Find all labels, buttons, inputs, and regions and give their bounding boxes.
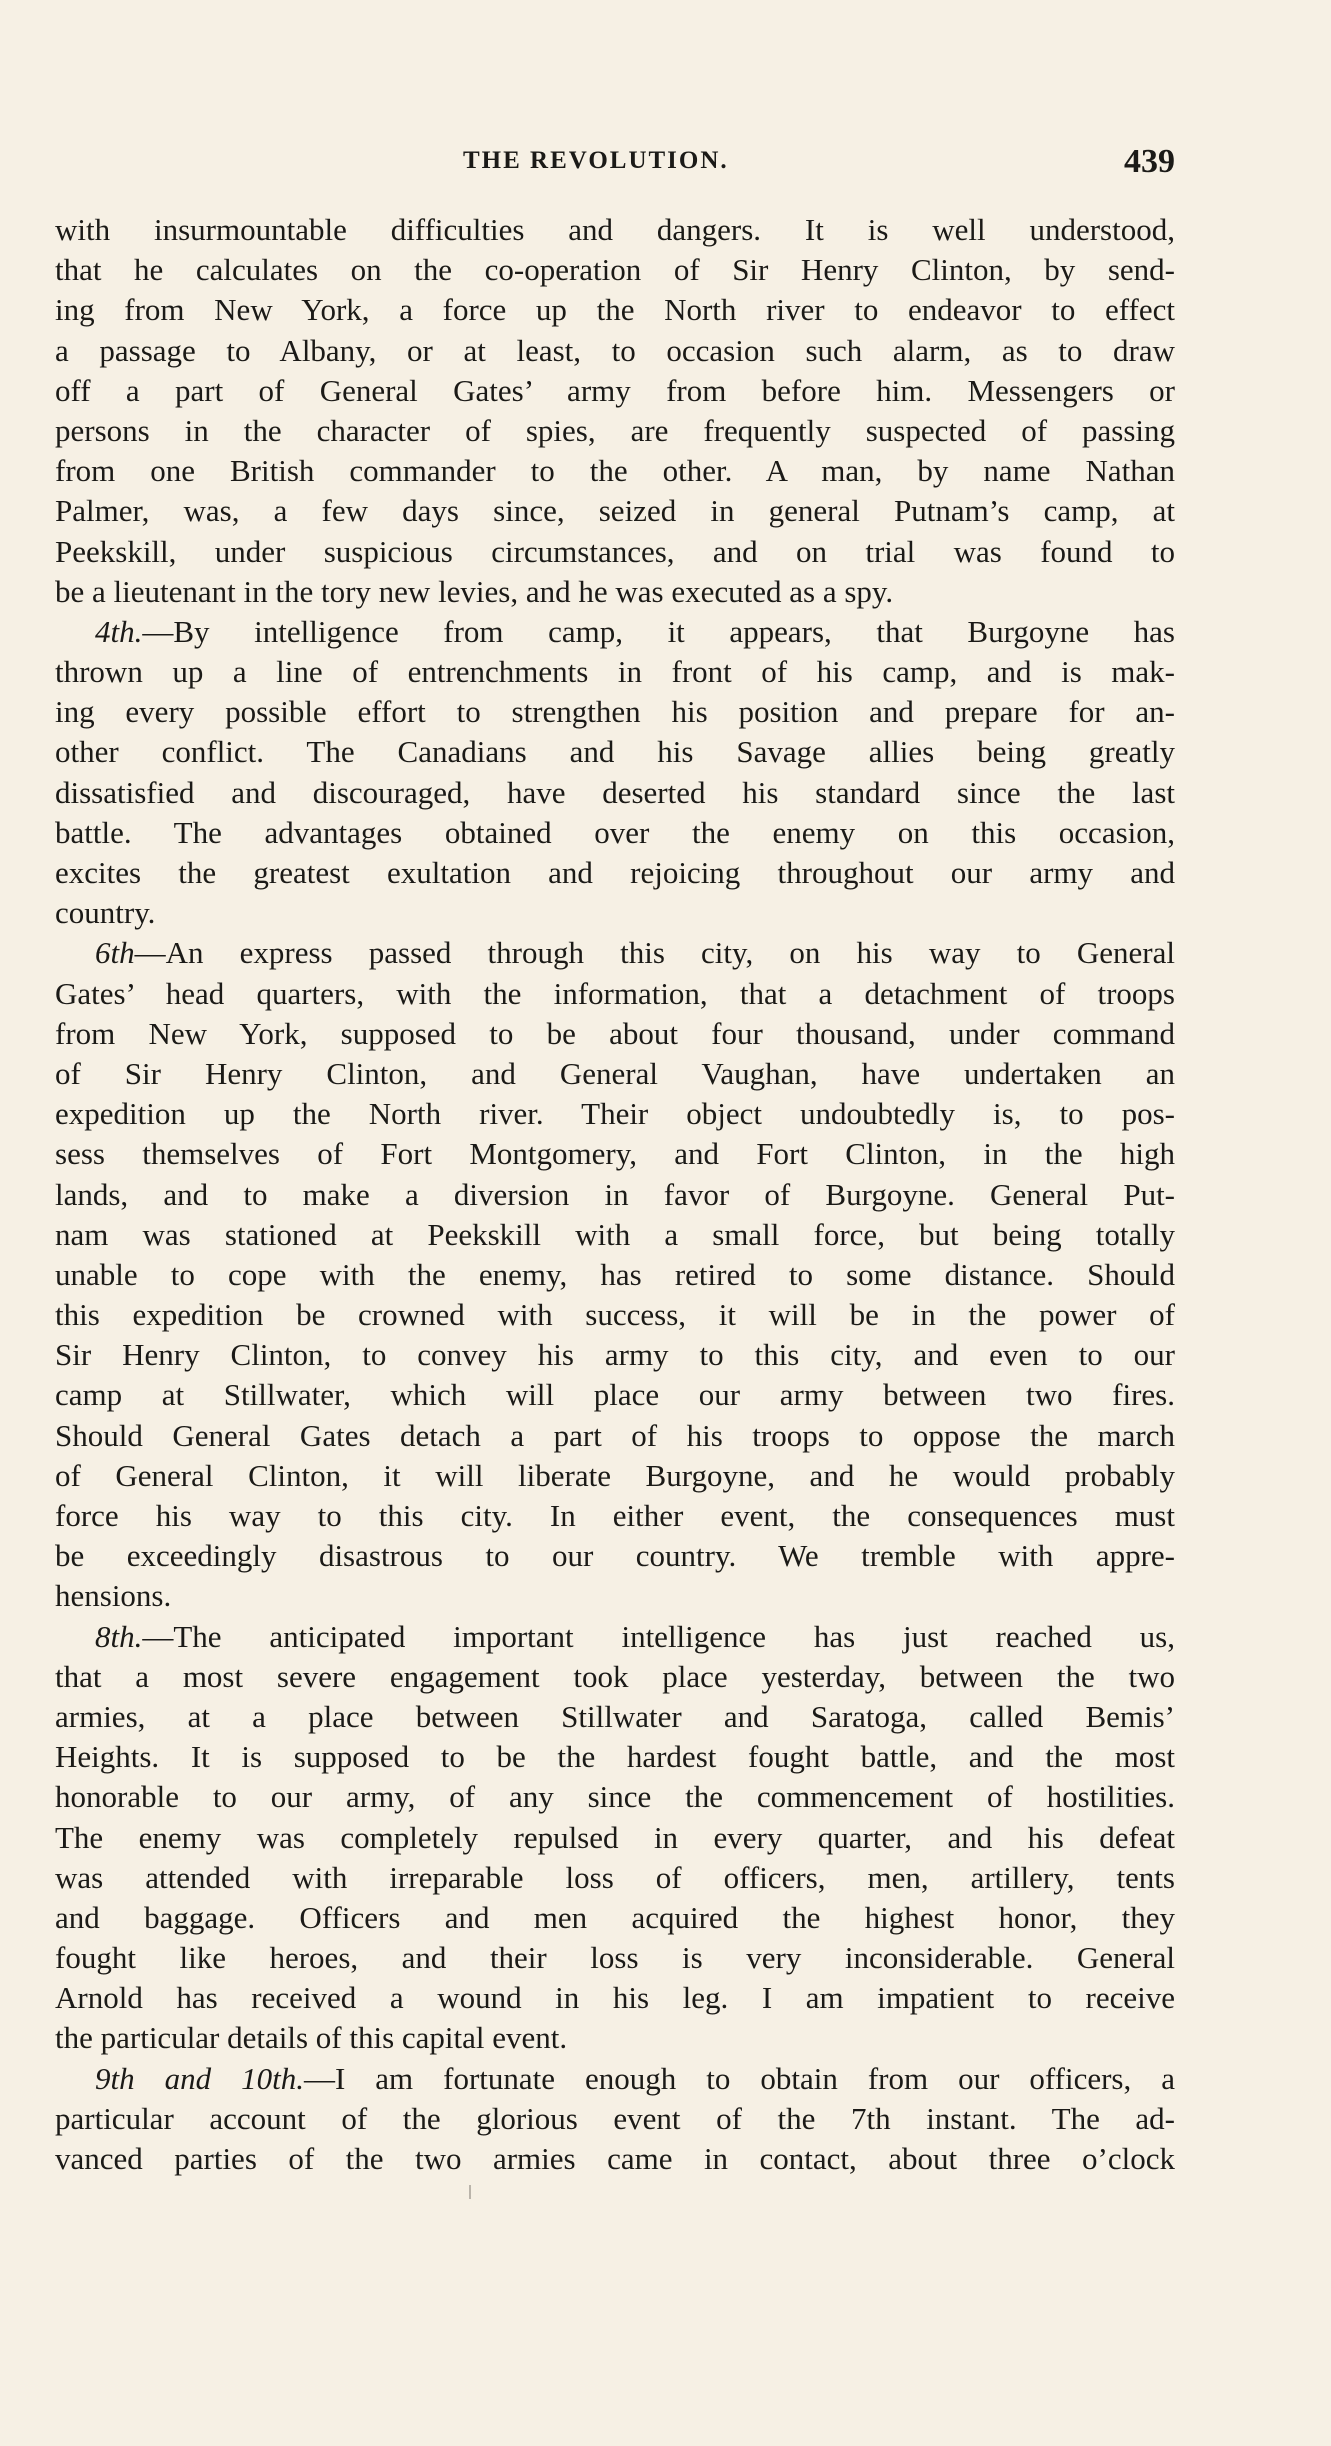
body-text	[55, 210, 1175, 2179]
text-line: a passage to Albany, or at least, to occasion such alarm, as to draw	[55, 332, 1175, 368]
text-line: expedition up the North river. Their object undoubtedly is, to pos-	[55, 1096, 1175, 1132]
text-line: Peekskill, under suspicious circumstances, and on trial was found to	[55, 533, 1175, 569]
text-line: honorable to our army, of any since the commencement of hostilities.	[55, 1779, 1175, 1815]
text-line: unable to cope with the enemy, has retired to some distance. Should	[55, 1256, 1175, 1292]
text-line: camp at Stillwater, which will place our army between two fires.	[55, 1377, 1175, 1413]
text-line: particular account of the glorious event of the 7th instant. The ad-	[55, 2100, 1175, 2136]
text-line: from New York, supposed to be about four thousand, under command	[55, 1015, 1175, 1051]
print-mark	[469, 2185, 471, 2199]
text-line: persons in the character of spies, are frequently suspected of passing	[55, 412, 1175, 448]
text-line: Palmer, was, a few days since, seized in general Putnam’s camp, at	[55, 493, 1175, 529]
text-line: Should General Gates detach a part of his troops to oppose the march	[55, 1417, 1175, 1453]
text-line: that he calculates on the co-operation of Sir Henry Clinton, by send-	[55, 252, 1175, 288]
text-line: ing from New York, a force up the North river to endeavor to effect	[55, 292, 1175, 328]
text-line: battle. The advantages obtained over the enemy on this occasion,	[55, 814, 1175, 850]
dated-entry-line	[55, 1617, 1175, 1657]
text-line: the particular details of this capital event.	[55, 2020, 568, 2056]
entry-date: 9th and 10th.	[95, 2060, 304, 2096]
text-line: Sir Henry Clinton, to convey his army to this city, and even to our	[55, 1337, 1175, 1373]
text-line: other conflict. The Canadians and his Savage allies being greatly	[55, 734, 1175, 770]
text-line: from one British commander to the other. A man, by name Nathan	[55, 453, 1175, 489]
entry-text: —By intelligence from camp, it appears, that Burgoyne has	[142, 613, 1175, 649]
text-line: fought like heroes, and their loss is very inconsiderable. General	[55, 1940, 1175, 1976]
entry-text: —The anticipated important intelligence has just reached us,	[142, 1618, 1175, 1654]
text-line: The enemy was completely repulsed in every quarter, and his defeat	[55, 1819, 1175, 1855]
text-line: be a lieutenant in the tory new levies, and he was executed as a spy.	[55, 573, 894, 609]
text-line: lands, and to make a diversion in favor of Burgoyne. General Put-	[55, 1176, 1175, 1212]
text-line: of General Clinton, it will liberate Burgoyne, and he would probably	[55, 1457, 1175, 1493]
text-line: with insurmountable difficulties and dangers. It is well understood,	[55, 212, 1175, 247]
page-header	[55, 143, 1175, 187]
text-line: thrown up a line of entrenchments in front of his camp, and is mak-	[55, 654, 1175, 690]
text-line: of Sir Henry Clinton, and General Vaughan, have undertaken an	[55, 1055, 1175, 1091]
running-head: THE REVOLUTION.	[463, 147, 729, 174]
text-line: this expedition be crowned with success, it will be in the power of	[55, 1297, 1175, 1333]
text-line: and baggage. Officers and men acquired the highest honor, they	[55, 1899, 1175, 1935]
text-line: force his way to this city. In either event, the consequences must	[55, 1498, 1175, 1533]
entry-text: —I am fortunate enough to obtain from our officers, a	[303, 2060, 1175, 2096]
dated-entry-line	[55, 612, 1175, 652]
text-line: be exceedingly disastrous to our country. We tremble with appre-	[55, 1538, 1175, 1574]
text-line: ing every possible effort to strengthen his position and prepare for an-	[55, 694, 1175, 730]
text-line: armies, at a place between Stillwater and Saratoga, called Bemis’	[55, 1698, 1175, 1734]
entry-date: 6th	[95, 935, 135, 971]
dated-entry-line	[55, 2059, 1175, 2099]
text-line: vanced parties of the two armies came in contact, about three o’clock	[55, 2141, 1175, 2176]
entry-date: 4th.	[95, 613, 143, 649]
text-line: was attended with irreparable loss of officers, men, artillery, tents	[55, 1859, 1175, 1895]
text-line: Arnold has received a wound in his leg. I am impatient to receive	[55, 1980, 1175, 2016]
dated-entry-line	[55, 933, 1175, 973]
text-line: Gates’ head quarters, with the information, that a detachment of troops	[55, 975, 1175, 1011]
text-line: Heights. It is supposed to be the hardest fought battle, and the most	[55, 1739, 1175, 1775]
text-line: nam was stationed at Peekskill with a small force, but being totally	[55, 1216, 1175, 1252]
entry-text: —An express passed through this city, on his way to General	[134, 935, 1175, 971]
text-line: country.	[55, 895, 156, 931]
text-line: hensions.	[55, 1578, 172, 1614]
text-line: sess themselves of Fort Montgomery, and Fort Clinton, in the high	[55, 1136, 1175, 1172]
text-line: off a part of General Gates’ army from before him. Messengers or	[55, 372, 1175, 408]
text-line: dissatisfied and discouraged, have deserted his standard since the last	[55, 774, 1175, 810]
text-line: that a most severe engagement took place yesterday, between the two	[55, 1658, 1175, 1694]
page-number: 439	[1124, 143, 1175, 180]
text-line: excites the greatest exultation and rejoicing throughout our army and	[55, 855, 1175, 890]
entry-date: 8th.	[95, 1618, 143, 1654]
